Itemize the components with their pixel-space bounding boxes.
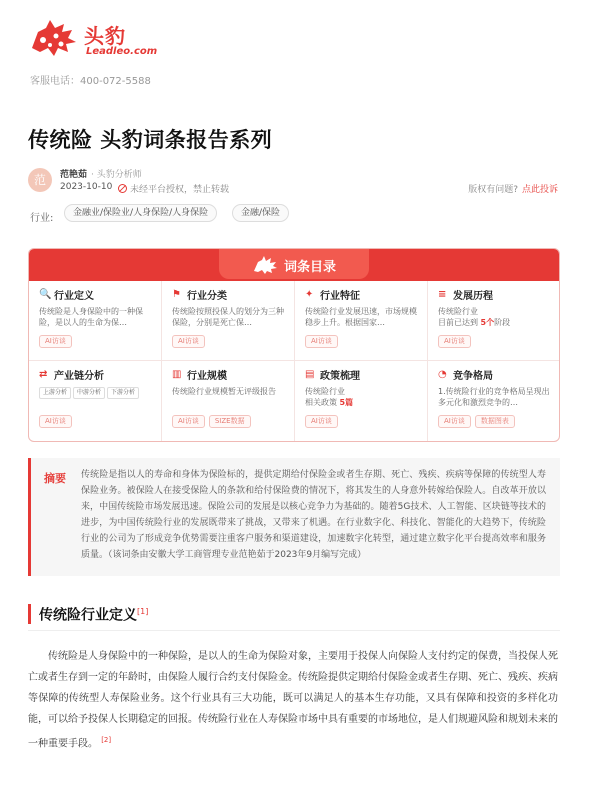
hierarchy-icon: ⚑	[172, 288, 181, 300]
no-repost-text: 未经平台授权，禁止转载	[130, 185, 230, 195]
brand-domain: Leadleo.com	[86, 46, 158, 57]
abstract-label: 摘要	[44, 472, 66, 485]
toc-panel	[28, 248, 560, 442]
leopard-icon	[252, 255, 278, 275]
toc-header	[29, 249, 559, 281]
abstract-text: 传统险是指以人的寿命和身体为保险标的，提供定期给付保险金或者生存期、死亡、残疾、疾病等保障的传统型人寿保险业务。被保险人在接受保险人的条款和给付保险费的情况下，将其发生的人身意外转嫁给保险人。自改革开放以来，中国传统险市场发展迅速。保险公司的发展是以核心竞争力为基础的。随着5G技术、人工智能、区块链等技术的进步，为中国传统险行业的发展既带来了挑战，又带来了机遇。在行业数字化、科技化、智能化的大趋势下，传统险行业的公司为了形成竞争优势需要注重客户服务和渠道建设，加速数字化转型，通过建立数字化平台提高效率和服务质量。（该词条由安徽大学工商管理专业范艳茹于2023年9月编写完成）	[81, 470, 546, 560]
toc-item-chain[interactable]: ⇄ 产业链分析 上游分析 中游分析 下游分析 AI访谈	[29, 361, 162, 441]
section-heading: 传统险行业定义[1]	[28, 604, 148, 624]
toc-item-history[interactable]: ≡ 发展历程 传统险行业 目前已达到 5个阶段 AI访谈	[428, 281, 560, 361]
downstream-tag[interactable]: 下游分析	[107, 387, 139, 399]
toc-title: 词条目录	[283, 259, 337, 275]
industry-label: 行业:	[30, 213, 54, 224]
toc-item-scale[interactable]: ▥ 行业规模 传统险行业规模暂无评级报告 AI访谈 SIZE数据	[162, 361, 295, 441]
ai-interview-button[interactable]: AI访谈	[438, 335, 471, 348]
ai-interview-button[interactable]: AI访谈	[172, 335, 205, 348]
abstract-box	[28, 458, 560, 576]
toc-item-competition[interactable]: ◔ 竞争格局 1.传统险行业的竞争格局呈现出多元化和激烈竞争的… AI访谈 数据图表	[428, 361, 560, 441]
publish-date: 2023-10-10	[60, 182, 113, 192]
toc-item-definition[interactable]: 🔍 行业定义 传统险是人身保险中的一种保险，是以人的生命为保… AI访谈	[29, 281, 162, 361]
no-repost-notice	[118, 182, 229, 195]
author-line	[60, 167, 142, 180]
upstream-tag[interactable]: 上游分析	[39, 387, 71, 399]
search-icon: 🔍	[39, 288, 52, 300]
copyright-notice	[468, 182, 558, 195]
toc-item-policy[interactable]: ▤ 政策梳理 传统险行业 相关政策 5篇 AI访谈	[295, 361, 428, 441]
pie-chart-icon: ◔	[438, 368, 447, 380]
page-title: 传统险 头豹词条报告系列	[28, 128, 273, 152]
author-name: 范艳茹	[60, 170, 88, 180]
leopard-logo-icon	[28, 18, 80, 60]
avatar: 范	[28, 168, 52, 192]
copyright-question: 版权有问题?	[468, 185, 518, 195]
divider	[28, 630, 560, 631]
ai-interview-button[interactable]: AI访谈	[39, 415, 72, 428]
complain-link[interactable]: 点此投诉	[521, 185, 558, 195]
industry-tag[interactable]: 金融业/保险业/人身保险/人身保险	[64, 204, 217, 222]
toc-item-features[interactable]: ✦ 行业特征 传统险行业发展迅速，市场规模稳步上升。根据国家… AI访谈	[295, 281, 428, 361]
data-chart-button[interactable]: 数据图表	[475, 415, 515, 428]
ai-interview-button[interactable]: AI访谈	[172, 415, 205, 428]
brand-name: 头豹	[84, 24, 126, 48]
brand-logo[interactable]	[28, 18, 158, 63]
reference-link[interactable]: [1]	[137, 607, 149, 616]
chain-icon: ⇄	[39, 368, 48, 380]
document-icon: ▤	[305, 368, 315, 380]
ai-interview-button[interactable]: AI访谈	[305, 335, 338, 348]
timeline-icon: ≡	[438, 288, 447, 300]
toc-item-classification[interactable]: ⚑ 行业分类 传统险按照投保人的划分为三种保险，分别是死亡保… AI访谈	[162, 281, 295, 361]
hotline: 客服电话：400-072-5588	[30, 76, 151, 87]
ai-interview-button[interactable]: AI访谈	[438, 415, 471, 428]
size-data-button[interactable]: SIZE数据	[209, 415, 251, 428]
section-body: 传统险是人身保险中的一种保险，是以人的生命为保险对象，主要用于投保人向保险人支付约定的保费，当投保人死亡或者生存到一定的年龄时，由保险人履行合约支付保险金。传统险提供定期给付保险金或者生存期、死亡、残疾、疾病等保障的传统型人寿保险业务。这个行业具有三大功能，既可以满足人的基本生存功能，又具有保障和投资的多样化功能，可以给予投保人长期稳定的回报。传统险行业在人寿保险市场中具有重要的市场地位，是人们规避风险和规划未来的一种重要手段。 [2]	[28, 651, 558, 750]
feature-icon: ✦	[305, 288, 314, 300]
midstream-tag[interactable]: 中游分析	[73, 387, 105, 399]
author-role: · 头豹分析师	[91, 170, 142, 180]
bar-chart-icon: ▥	[172, 368, 182, 380]
ban-icon	[118, 184, 127, 193]
ai-interview-button[interactable]: AI访谈	[305, 415, 338, 428]
reference-link[interactable]: [2]	[101, 736, 112, 744]
industry-tag[interactable]: 金融/保险	[232, 204, 289, 222]
ai-interview-button[interactable]: AI访谈	[39, 335, 72, 348]
